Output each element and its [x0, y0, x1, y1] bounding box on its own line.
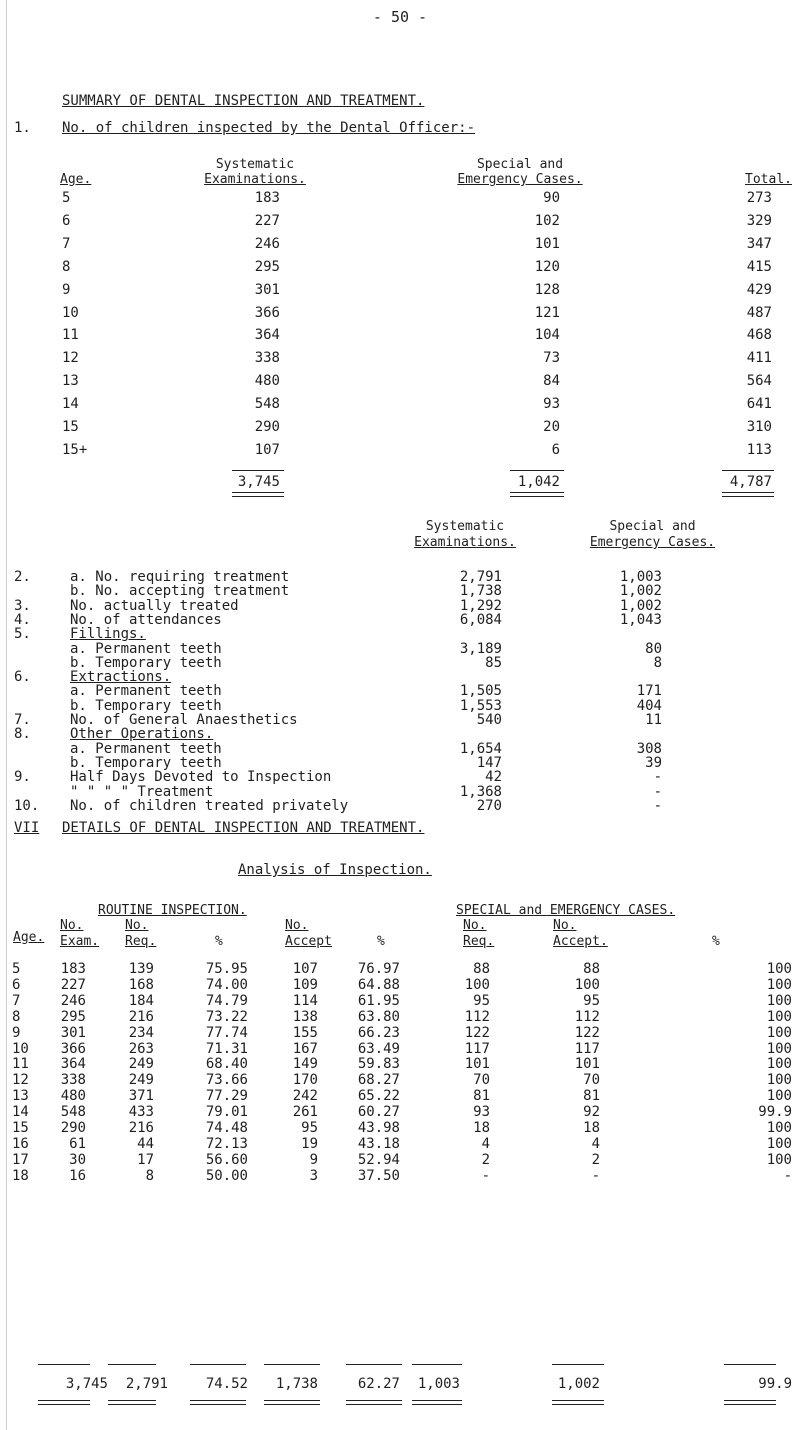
s3-sreq: 95: [473, 993, 490, 1009]
s3-req: 216: [128, 1120, 154, 1136]
s3-pct-accept: 100: [766, 977, 792, 993]
s1-age: 8: [62, 259, 71, 275]
s3-exam: 290: [60, 1120, 86, 1136]
s2-systematic: 540: [476, 712, 502, 728]
s1-special: 6: [551, 442, 560, 458]
s1-systematic: 364: [254, 327, 280, 343]
s2-systematic: 1,654: [459, 741, 502, 757]
s2-systematic: 1,292: [459, 598, 502, 614]
s3-pct-req: 74.00: [205, 977, 248, 993]
s3-exam: 366: [60, 1041, 86, 1057]
s1-total: 411: [746, 350, 772, 366]
s3-pct-acc: 68.27: [357, 1072, 400, 1088]
s3-col-req-line2: Req.: [125, 934, 157, 949]
s2-special: 171: [636, 683, 662, 699]
s1-special: 84: [543, 373, 560, 389]
s1-total: 468: [746, 327, 772, 343]
s3-col-exam-line2: Exam.: [60, 934, 100, 949]
s3-sreq: 81: [473, 1088, 490, 1104]
s2-systematic: 2,791: [459, 569, 502, 585]
s1-total-sys: 3,745: [237, 474, 280, 490]
s1-total-total-rule: [722, 492, 774, 497]
s2-item-number: 10.: [14, 798, 40, 814]
s2-item-label: No. of General Anaesthetics: [70, 712, 298, 728]
s3-subtotal-rule: [346, 1364, 402, 1365]
s1-age: 7: [62, 236, 71, 252]
s2-systematic: 3,189: [459, 641, 502, 657]
section3-title: DETAILS OF DENTAL INSPECTION AND TREATMENT.: [62, 820, 425, 836]
s3-pct-acc: 63.80: [357, 1009, 400, 1025]
s3-pct-req: 72.13: [205, 1136, 248, 1152]
s3-col-sacc-line2: Accept.: [553, 934, 608, 949]
s2-item-label: No. of attendances: [70, 612, 222, 628]
s3-col-req-line1: No.: [125, 918, 149, 933]
s2-item-number: 6.: [14, 669, 31, 685]
s3-col-acc-line1: No.: [285, 918, 309, 933]
s1-col-sys-line1: Systematic: [215, 157, 295, 172]
s3-exam: 338: [60, 1072, 86, 1088]
s1-total: 429: [746, 282, 772, 298]
s2-item-number: 7.: [14, 712, 31, 728]
s1-age: 15+: [62, 442, 88, 458]
s3-pct-acc: 37.50: [357, 1168, 400, 1184]
s2-special: -: [653, 798, 662, 814]
s3-exam: 246: [60, 993, 86, 1009]
s1-total: 273: [746, 190, 772, 206]
s3-col-exam-line1: No.: [60, 918, 84, 933]
s3-col-sreq-line2: Req.: [463, 934, 495, 949]
s3-acc: 155: [292, 1025, 318, 1041]
s2-systematic: 1,368: [459, 784, 502, 800]
s3-sacc: 70: [583, 1072, 600, 1088]
s1-systematic: 548: [254, 396, 280, 412]
s3-total-rule: [264, 1400, 320, 1405]
s3-col-pct-acc: %: [377, 934, 385, 949]
s3-acc: 19: [301, 1136, 318, 1152]
s3-pct-acc: 76.97: [357, 961, 400, 977]
s3-pct-req: 56.60: [205, 1152, 248, 1168]
s3-pct-req: 77.29: [205, 1088, 248, 1104]
s2-special: -: [653, 784, 662, 800]
s1-col-total: Total.: [745, 172, 792, 187]
s1-total-subtotal-rule: [722, 470, 774, 471]
s3-pct-req: 73.22: [205, 1009, 248, 1025]
s3-pct-accept: 100: [766, 1152, 792, 1168]
s3-acc: 95: [301, 1120, 318, 1136]
s3-sreq: 93: [473, 1104, 490, 1120]
s3-req: 234: [128, 1025, 154, 1041]
s2-systematic: 147: [476, 755, 502, 771]
s3-sreq: 70: [473, 1072, 490, 1088]
s1-total: 415: [746, 259, 772, 275]
s1-sys-total-rule: [232, 492, 284, 497]
s3-sreq: 117: [464, 1041, 490, 1057]
s3-total-pct-accept: 99.9: [758, 1376, 792, 1392]
s3-pct-req: 75.95: [205, 961, 248, 977]
s1-col-sys-line2: Examinations.: [204, 172, 306, 187]
s3-req: 184: [128, 993, 154, 1009]
s3-pct-accept: 99.9: [758, 1104, 792, 1120]
s3-subtotal-rule: [264, 1364, 320, 1365]
s3-total-rule: [724, 1400, 776, 1405]
s3-pct-acc: 59.83: [357, 1056, 400, 1072]
s3-sacc: 2: [591, 1152, 600, 1168]
s1-age: 13: [62, 373, 79, 389]
s3-age: 8: [12, 1009, 21, 1025]
s1-spec-total-rule: [510, 492, 564, 497]
s1-systematic: 246: [254, 236, 280, 252]
s3-age: 6: [12, 977, 21, 993]
s3-total-rule: [412, 1400, 462, 1405]
s1-systematic: 366: [254, 305, 280, 321]
s3-pct-req: 74.48: [205, 1120, 248, 1136]
s3-req: 168: [128, 977, 154, 993]
s3-col-pct-accept: %: [712, 934, 720, 949]
s3-total-sreq: 1,003: [417, 1376, 460, 1392]
s3-exam: 480: [60, 1088, 86, 1104]
s1-age: 14: [62, 396, 79, 412]
s3-col-pct-req: %: [215, 934, 223, 949]
s3-sacc: 122: [574, 1025, 600, 1041]
s1-systematic: 290: [254, 419, 280, 435]
s3-age: 14: [12, 1104, 29, 1120]
s1-total: 113: [746, 442, 772, 458]
s2-col-spec-line2: Emergency Cases.: [589, 535, 716, 550]
s3-req: 433: [128, 1104, 154, 1120]
s1-age: 5: [62, 190, 71, 206]
s1-total: 641: [746, 396, 772, 412]
s1-total-spec: 1,042: [517, 474, 560, 490]
s2-special: -: [653, 769, 662, 785]
s3-pct-accept: 100: [766, 1009, 792, 1025]
s2-item-number: 2.: [14, 569, 31, 585]
s3-age: 16: [12, 1136, 29, 1152]
s3-acc: 149: [292, 1056, 318, 1072]
s1-age: 12: [62, 350, 79, 366]
s1-total: 487: [746, 305, 772, 321]
s1-systematic: 295: [254, 259, 280, 275]
s2-systematic: 1,505: [459, 683, 502, 699]
s2-item-label: No. of children treated privately: [70, 798, 349, 814]
s3-acc: 242: [292, 1088, 318, 1104]
s3-col-age: Age.: [13, 930, 45, 945]
s2-special: 1,043: [619, 612, 662, 628]
s1-col-spec-line1: Special and: [476, 157, 564, 172]
s3-pct-req: 68.40: [205, 1056, 248, 1072]
s3-age: 15: [12, 1120, 29, 1136]
s3-acc: 107: [292, 961, 318, 977]
s1-total: 329: [746, 213, 772, 229]
summary-title: SUMMARY OF DENTAL INSPECTION AND TREATMENT.: [62, 93, 425, 109]
s3-req: 249: [128, 1056, 154, 1072]
s3-exam: 30: [69, 1152, 86, 1168]
s2-systematic: 1,553: [459, 698, 502, 714]
s3-pct-accept: 100: [766, 1056, 792, 1072]
s3-sacc: 81: [583, 1088, 600, 1104]
s3-acc: 3: [309, 1168, 318, 1184]
s3-col-sreq-line1: No.: [463, 918, 487, 933]
s3-req: 17: [137, 1152, 154, 1168]
s1-systematic: 480: [254, 373, 280, 389]
section3-number: VII: [14, 820, 40, 836]
s2-item-label: b. Temporary teeth: [70, 698, 222, 714]
s3-exam: 548: [60, 1104, 86, 1120]
s2-item-label: " " " " Treatment: [70, 784, 214, 800]
s3-pct-req: 77.74: [205, 1025, 248, 1041]
s3-subtotal-rule: [108, 1364, 156, 1365]
s3-age: 17: [12, 1152, 29, 1168]
s3-sreq: 100: [464, 977, 490, 993]
s3-req: 8: [145, 1168, 154, 1184]
s3-total-sacc: 1,002: [557, 1376, 600, 1392]
s1-special: 73: [543, 350, 560, 366]
s2-item-label: a. Permanent teeth: [70, 641, 222, 657]
s2-item-label: b. Temporary teeth: [70, 655, 222, 671]
s3-total-pct-acc: 62.27: [357, 1376, 400, 1392]
s3-age: 9: [12, 1025, 21, 1041]
s3-age: 7: [12, 993, 21, 1009]
section3-subtitle: Analysis of Inspection.: [238, 862, 432, 878]
s3-total-req: 2,791: [125, 1376, 168, 1392]
s3-pct-acc: 65.22: [357, 1088, 400, 1104]
s3-age: 18: [12, 1168, 29, 1184]
s3-pct-acc: 60.27: [357, 1104, 400, 1120]
s3-subtotal-rule: [38, 1364, 90, 1365]
s3-pct-accept: 100: [766, 1041, 792, 1057]
s3-pct-accept: 100: [766, 961, 792, 977]
s1-total: 347: [746, 236, 772, 252]
s1-age: 10: [62, 305, 79, 321]
s3-pct-req: 74.79: [205, 993, 248, 1009]
s2-item-label: a. Permanent teeth: [70, 741, 222, 757]
s3-pct-acc: 66.23: [357, 1025, 400, 1041]
s1-age: 15: [62, 419, 79, 435]
s3-sacc: 117: [574, 1041, 600, 1057]
s3-sacc: 95: [583, 993, 600, 1009]
s1-special: 20: [543, 419, 560, 435]
s3-col-sacc-line1: No.: [553, 918, 577, 933]
s3-acc: 9: [309, 1152, 318, 1168]
s3-age: 11: [12, 1056, 29, 1072]
s1-age: 11: [62, 327, 79, 343]
s3-exam: 301: [60, 1025, 86, 1041]
s3-exam: 61: [69, 1136, 86, 1152]
s1-col-spec-line2: Emergency Cases.: [457, 172, 583, 187]
s3-total-rule: [346, 1400, 402, 1405]
s2-item-label: No. actually treated: [70, 598, 239, 614]
s1-total: 310: [746, 419, 772, 435]
s2-item-number: 3.: [14, 598, 31, 614]
s2-col-spec-line1: Special and: [609, 519, 696, 534]
s2-item-label: a. Permanent teeth: [70, 683, 222, 699]
s2-col-sys-line2: Examinations.: [414, 535, 516, 550]
s3-sacc: 4: [591, 1136, 600, 1152]
s3-exam: 364: [60, 1056, 86, 1072]
s1-spec-subtotal-rule: [510, 470, 564, 471]
s2-item-number: 5.: [14, 626, 31, 642]
s3-pct-req: 79.01: [205, 1104, 248, 1120]
s3-exam: 16: [69, 1168, 86, 1184]
s1-total: 564: [746, 373, 772, 389]
s3-pct-acc: 63.49: [357, 1041, 400, 1057]
s3-age: 10: [12, 1041, 29, 1057]
page-binding-edge: [6, 0, 7, 1430]
s3-req: 263: [128, 1041, 154, 1057]
s2-systematic: 270: [476, 798, 502, 814]
s2-item-label: a. No. requiring treatment: [70, 569, 290, 585]
s3-pct-accept: 100: [766, 1088, 792, 1104]
s2-item-number: 4.: [14, 612, 31, 628]
s1-special: 90: [543, 190, 560, 206]
s3-req: 371: [128, 1088, 154, 1104]
s3-sacc: 88: [583, 961, 600, 977]
s3-pct-req: 71.31: [205, 1041, 248, 1057]
group-routine-inspection: ROUTINE INSPECTION.: [98, 903, 247, 918]
s3-req: 216: [128, 1009, 154, 1025]
s2-item-label: b. Temporary teeth: [70, 755, 222, 771]
s1-special: 104: [534, 327, 560, 343]
section1-heading: No. of children inspected by the Dental Officer:-: [62, 120, 476, 136]
s2-item-label: Fillings.: [70, 626, 146, 642]
s3-pct-acc: 61.95: [357, 993, 400, 1009]
s3-subtotal-rule: [190, 1364, 246, 1365]
s3-req: 139: [128, 961, 154, 977]
s1-special: 128: [534, 282, 560, 298]
s3-pct-accept: 100: [766, 1072, 792, 1088]
s3-pct-accept: 100: [766, 1120, 792, 1136]
s3-total-rule: [38, 1400, 90, 1405]
s2-item-label: Half Days Devoted to Inspection: [70, 769, 332, 785]
s1-special: 93: [543, 396, 560, 412]
s2-systematic: 6,084: [459, 612, 502, 628]
s3-pct-req: 73.66: [205, 1072, 248, 1088]
s1-age: 9: [62, 282, 71, 298]
s3-total-exam: 3,745: [65, 1376, 108, 1392]
s3-sacc: 92: [583, 1104, 600, 1120]
s3-sreq: 112: [464, 1009, 490, 1025]
s3-acc: 261: [292, 1104, 318, 1120]
s3-req: 249: [128, 1072, 154, 1088]
s2-special: 11: [645, 712, 662, 728]
s3-total-pct-req: 74.52: [205, 1376, 248, 1392]
s3-acc: 109: [292, 977, 318, 993]
s3-sacc: 101: [574, 1056, 600, 1072]
s2-special: 1,002: [619, 598, 662, 614]
s1-special: 101: [534, 236, 560, 252]
group-special-emergency: SPECIAL and EMERGENCY CASES.: [456, 903, 676, 918]
s2-special: 404: [636, 698, 662, 714]
s3-pct-accept: 100: [766, 1025, 792, 1041]
s3-pct-accept: -: [783, 1168, 792, 1184]
s3-sreq: 2: [481, 1152, 490, 1168]
s1-systematic: 183: [254, 190, 280, 206]
s1-systematic: 227: [254, 213, 280, 229]
s2-item-label: Extractions.: [70, 669, 172, 685]
s3-col-acc-line2: Accept: [285, 934, 332, 949]
s3-age: 13: [12, 1088, 29, 1104]
s3-sreq: 122: [464, 1025, 490, 1041]
s1-col-age: Age.: [60, 172, 92, 187]
s3-acc: 114: [292, 993, 318, 1009]
s3-sacc: 100: [574, 977, 600, 993]
s2-col-sys-line1: Systematic: [425, 519, 505, 534]
s2-special: 308: [636, 741, 662, 757]
s1-special: 102: [534, 213, 560, 229]
s3-pct-acc: 64.88: [357, 977, 400, 993]
s3-sreq: 18: [473, 1120, 490, 1136]
s2-special: 39: [645, 755, 662, 771]
s2-special: 1,003: [619, 569, 662, 585]
s3-total-acc: 1,738: [275, 1376, 318, 1392]
s3-age: 12: [12, 1072, 29, 1088]
s3-pct-acc: 52.94: [357, 1152, 400, 1168]
s3-sacc: -: [591, 1168, 600, 1184]
s3-pct-acc: 43.98: [357, 1120, 400, 1136]
s3-subtotal-rule: [412, 1364, 462, 1365]
s3-sreq: 4: [481, 1136, 490, 1152]
s3-sacc: 112: [574, 1009, 600, 1025]
s1-systematic: 107: [254, 442, 280, 458]
s2-item-number: 8.: [14, 726, 31, 742]
s3-total-rule: [190, 1400, 246, 1405]
s2-item-number: 9.: [14, 769, 31, 785]
page-number: - 50 -: [372, 8, 428, 26]
s3-pct-acc: 43.18: [357, 1136, 400, 1152]
s1-sys-subtotal-rule: [232, 470, 284, 471]
s1-special: 120: [534, 259, 560, 275]
s3-acc: 167: [292, 1041, 318, 1057]
s2-special: 1,002: [619, 583, 662, 599]
s2-special: 80: [645, 641, 662, 657]
s3-acc: 138: [292, 1009, 318, 1025]
s3-subtotal-rule: [552, 1364, 604, 1365]
s2-systematic: 1,738: [459, 583, 502, 599]
s1-special: 121: [534, 305, 560, 321]
s2-special: 8: [653, 655, 662, 671]
s1-total-total: 4,787: [729, 474, 772, 490]
s3-sreq: 101: [464, 1056, 490, 1072]
s3-sacc: 18: [583, 1120, 600, 1136]
s3-exam: 183: [60, 961, 86, 977]
s2-systematic: 85: [485, 655, 502, 671]
s3-sreq: 88: [473, 961, 490, 977]
s3-sreq: -: [481, 1168, 490, 1184]
s2-systematic: 42: [485, 769, 502, 785]
s3-total-rule: [552, 1400, 604, 1405]
s2-item-label: Other Operations.: [70, 726, 214, 742]
s3-exam: 227: [60, 977, 86, 993]
s3-acc: 170: [292, 1072, 318, 1088]
s3-age: 5: [12, 961, 21, 977]
s3-pct-req: 50.00: [205, 1168, 248, 1184]
s3-pct-accept: 100: [766, 993, 792, 1009]
s3-total-rule: [108, 1400, 156, 1405]
s2-item-label: b. No. accepting treatment: [70, 583, 290, 599]
s3-req: 44: [137, 1136, 154, 1152]
s1-systematic: 338: [254, 350, 280, 366]
s3-subtotal-rule: [724, 1364, 776, 1365]
s3-exam: 295: [60, 1009, 86, 1025]
s3-pct-accept: 100: [766, 1136, 792, 1152]
section1-number: 1.: [14, 120, 31, 136]
s1-age: 6: [62, 213, 71, 229]
s1-systematic: 301: [254, 282, 280, 298]
